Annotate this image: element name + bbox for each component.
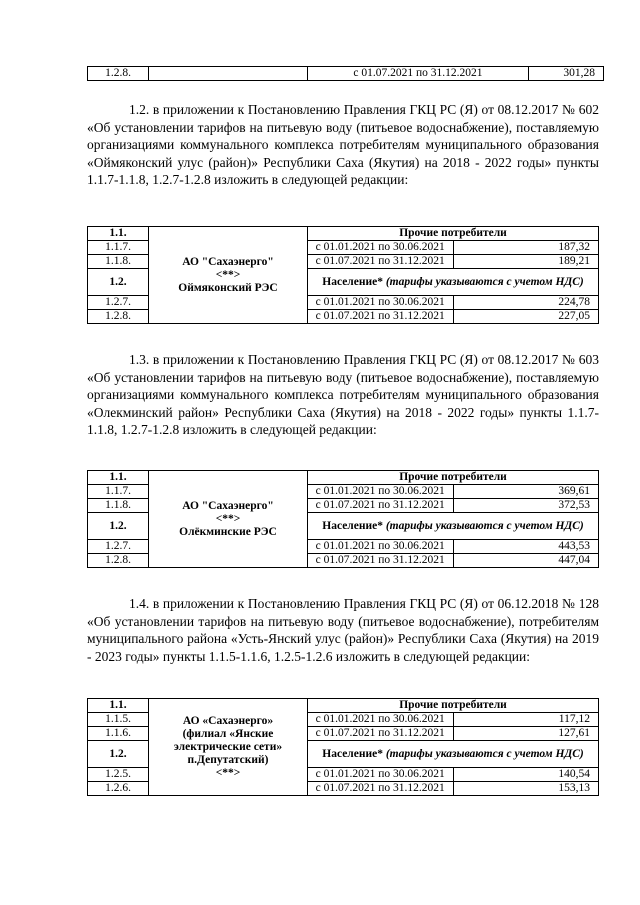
table-row — [88, 227, 599, 241]
group-title: Прочие потребители — [308, 471, 599, 485]
group-number: 1.2. — [88, 269, 149, 296]
row-period: с 01.01.2021 по 30.06.2021 — [308, 296, 454, 310]
top-table — [87, 66, 604, 81]
row-number: 1.1.7. — [88, 485, 149, 499]
group-number: 1.1. — [88, 227, 149, 241]
org-branch: Олёкминские РЭС — [179, 525, 277, 538]
row-period: с 01.07.2021 по 31.12.2021 — [308, 499, 454, 513]
paragraph-text: 1.2. в приложении к Постановлению Правления ГКЦ РС (Я) от 08.12.2017 № 602 «Об установлении тарифов на питьевую воду (питьевое водоснабжение), поставляемую организациями коммунального комплекса потребителям муниципального образования «Оймяконский улус (район)» Республики Саха (Якутия) на 2018 - 2022 годы» пункты 1.1.7-1.1.8, 1.2.7-1.2.8 изложить в следующей редакции: — [87, 102, 599, 187]
group-number: 1.1. — [88, 699, 149, 713]
org-cell — [149, 67, 308, 81]
paragraph-text: 1.4. в приложении к Постановлению Правления ГКЦ РС (Я) от 06.12.2018 № 128 «Об установлении тарифов на питьевую воду (питьевое водоснабжение), потребителям муниципального района «Усть-Янский улус (район)» Республики Саха (Якутия) на 2019 - 2023 годы» пункты 1.1.5-1.1.6, 1.2.5-1.2.6 изложить в следующей редакции: — [87, 596, 599, 664]
table-row — [88, 471, 599, 485]
tariff-table — [87, 226, 599, 324]
group-label: Население* — [322, 275, 383, 288]
group-label: Население* — [322, 747, 383, 760]
row-number: 1.2.8. — [88, 554, 149, 568]
org-branch: (филиал «Янские электрические сети» п.Депутатский) — [173, 727, 283, 766]
group-title — [308, 269, 599, 296]
table-row — [88, 699, 599, 713]
org-name: АО "Сахаэнерго" — [182, 499, 274, 512]
row-period: с 01.01.2021 по 30.06.2021 — [308, 485, 454, 499]
row-period: с 01.01.2021 по 30.06.2021 — [308, 768, 454, 782]
row-value: 301,28 — [529, 67, 604, 81]
group-number: 1.1. — [88, 471, 149, 485]
row-number: 1.1.8. — [88, 499, 149, 513]
row-period: с 01.01.2021 по 30.06.2021 — [308, 540, 454, 554]
section-paragraph — [87, 351, 599, 439]
group-title — [308, 741, 599, 768]
org-note: <**> — [215, 766, 241, 779]
row-number: 1.1.8. — [88, 255, 149, 269]
row-value: 369,61 — [453, 485, 599, 499]
group-number: 1.2. — [88, 741, 149, 768]
group-note: (тарифы указываются с учетом НДС) — [385, 519, 584, 532]
row-period: с 01.07.2021 по 31.12.2021 — [308, 554, 454, 568]
tariff-table — [87, 470, 599, 568]
org-name: АО "Сахаэнерго" — [182, 255, 274, 268]
org-cell — [149, 471, 308, 568]
row-number: 1.2.5. — [88, 768, 149, 782]
row-period: с 01.07.2021 по 31.12.2021 — [308, 782, 454, 796]
group-note: (тарифы указываются с учетом НДС) — [385, 275, 584, 288]
section-paragraph — [87, 101, 599, 189]
org-name: АО «Сахаэнерго» — [182, 714, 274, 727]
row-value: 447,04 — [453, 554, 599, 568]
org-note: <**> — [215, 512, 241, 525]
row-period: с 01.01.2021 по 30.06.2021 — [308, 713, 454, 727]
section-paragraph — [87, 595, 599, 665]
org-note: <**> — [215, 268, 241, 281]
row-value: 187,32 — [453, 241, 599, 255]
group-label: Население* — [322, 519, 383, 532]
group-number: 1.2. — [88, 513, 149, 540]
group-title: Прочие потребители — [308, 699, 599, 713]
row-value: 189,21 — [453, 255, 599, 269]
row-number: 1.2.8. — [88, 310, 149, 324]
paragraph-text: 1.3. в приложении к Постановлению Правления ГКЦ РС (Я) от 08.12.2017 № 603 «Об установлении тарифов на питьевую воду (питьевое водоснабжение), поставляемую организациями коммунального комплекса потребителям муниципального образования «Олекминский район» Республики Саха (Якутия) на 2018 - 2022 годы» пункты 1.1.7-1.1.8, 1.2.7-1.2.8 изложить в следующей редакции: — [87, 352, 599, 437]
row-value: 372,53 — [453, 499, 599, 513]
row-period: с 01.01.2021 по 30.06.2021 — [308, 241, 454, 255]
row-value: 153,13 — [453, 782, 599, 796]
row-value: 443,53 — [453, 540, 599, 554]
row-number: 1.2.6. — [88, 782, 149, 796]
group-note: (тарифы указываются с учетом НДС) — [385, 747, 584, 760]
row-number: 1.2.8. — [88, 67, 149, 81]
group-title: Прочие потребители — [308, 227, 599, 241]
row-value: 224,78 — [453, 296, 599, 310]
row-value: 127,61 — [453, 727, 599, 741]
row-value: 140,54 — [453, 768, 599, 782]
row-period: с 01.07.2021 по 31.12.2021 — [308, 727, 454, 741]
row-value: 227,05 — [453, 310, 599, 324]
row-number: 1.1.6. — [88, 727, 149, 741]
group-title — [308, 513, 599, 540]
org-branch: Оймяконский РЭС — [178, 281, 278, 294]
row-number: 1.2.7. — [88, 296, 149, 310]
org-cell — [149, 699, 308, 796]
row-number: 1.1.5. — [88, 713, 149, 727]
row-number: 1.2.7. — [88, 540, 149, 554]
tariff-table — [87, 698, 599, 796]
row-period: с 01.07.2021 по 31.12.2021 — [308, 67, 529, 81]
org-cell — [149, 227, 308, 324]
row-period: с 01.07.2021 по 31.12.2021 — [308, 255, 454, 269]
row-value: 117,12 — [453, 713, 599, 727]
row-period: с 01.07.2021 по 31.12.2021 — [308, 310, 454, 324]
row-number: 1.1.7. — [88, 241, 149, 255]
table-row — [88, 67, 604, 81]
